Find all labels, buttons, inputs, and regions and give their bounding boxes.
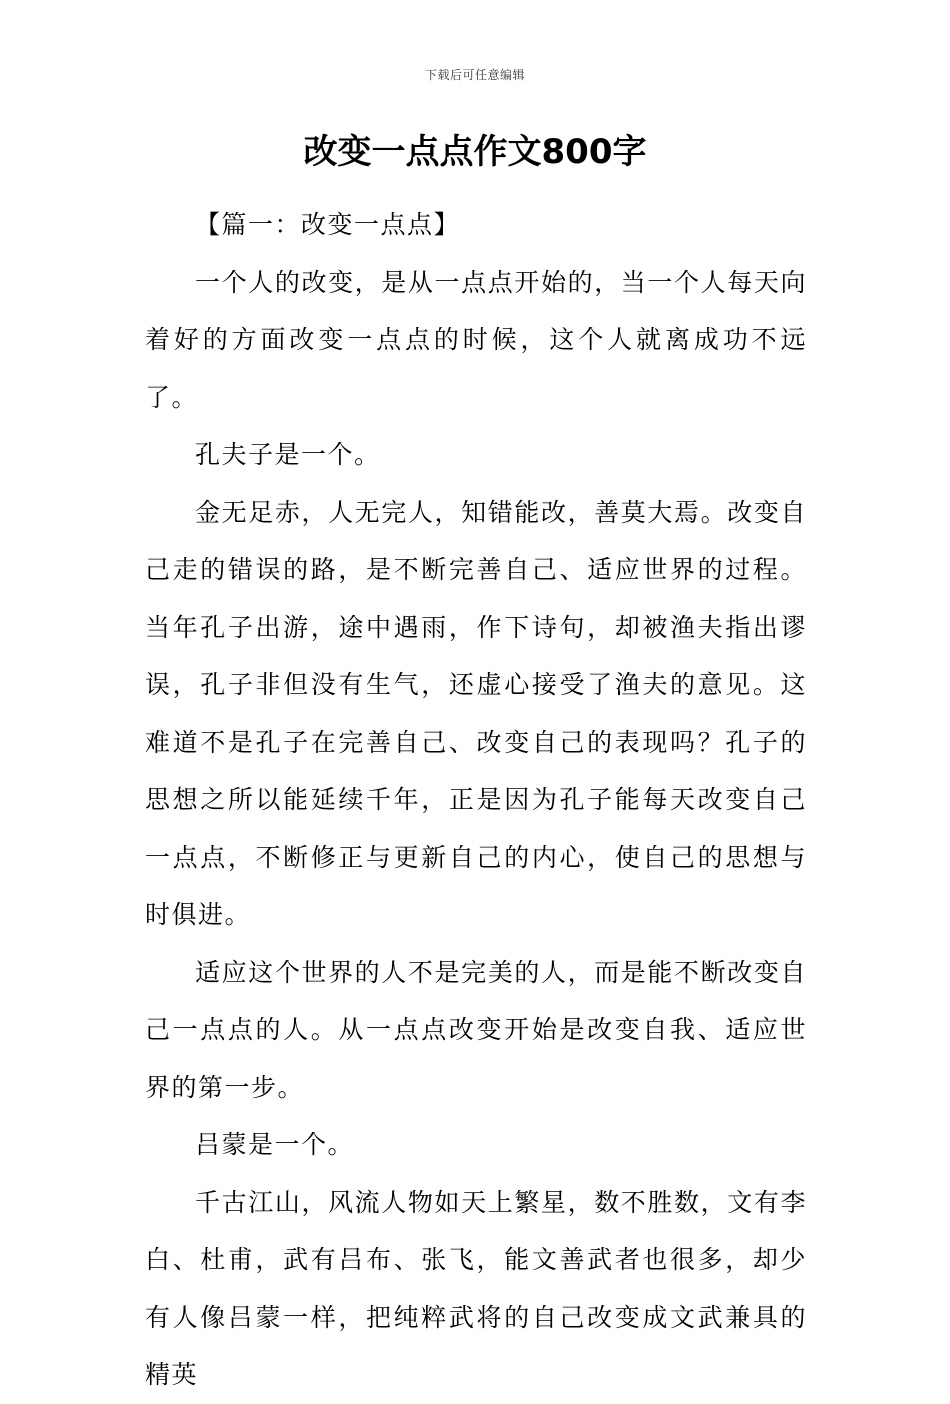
document-body: [145, 196, 807, 1404]
paragraph: 适应这个世界的人不是完美的人，而是能不断改变自己一点点的人。从一点点改变开始是改变自我、适应世界的第一步。: [145, 957, 807, 1102]
paragraph: 千古江山，风流人物如天上繁星，数不胜数，文有李白、杜甫，武有吕布、张飞，能文善武者也很多，却少有人像吕蒙一样，把纯粹武将的自己改变成文武兼具的精英: [145, 1187, 807, 1389]
paragraph: 孔夫子是一个。: [195, 440, 381, 469]
document-title: 改变一点点作文800字: [303, 132, 647, 172]
paragraph: 吕蒙是一个。: [195, 1130, 355, 1159]
paragraph-section-heading: 【篇一：改变一点点】: [195, 210, 461, 239]
paragraph: 一个人的改变，是从一点点开始的，当一个人每天向着好的方面改变一点点的时候，这个人就离成功不远了。: [145, 267, 807, 412]
header-note: 下载后可任意编辑: [424, 68, 525, 82]
paragraph: 金无足赤，人无完人，知错能改，善莫大焉。改变自己走的错误的路，是不断完善自己、适应世界的过程。当年孔子出游，途中遇雨，作下诗句，却被渔夫指出谬误，孔子非但没有生气，还虚心接受了渔夫的意见。这难道不是孔子在完善自己、改变自己的表现吗？孔子的思想之所以能延续千年，正是因为孔子能每天改变自己一点点，不断修正与更新自己的内心，使自己的思想与时俱进。: [145, 497, 807, 929]
